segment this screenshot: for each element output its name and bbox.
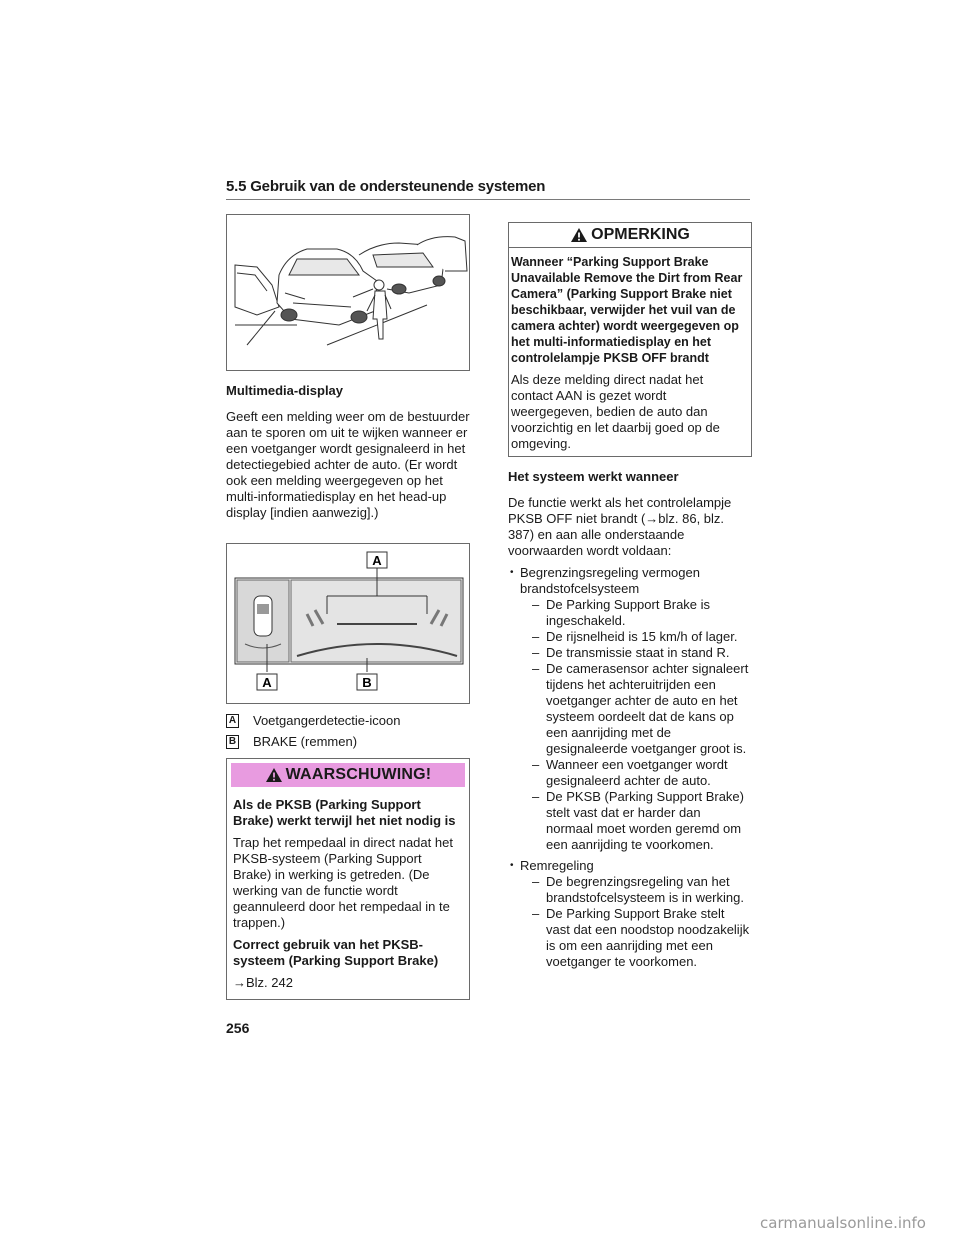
list-item: – De Parking Support Brake stelt vast dat een noodstop noodzakelijk is om een aanrijding met een voetganger te voorkomen. [532, 906, 750, 970]
list-item: – De transmissie staat in stand R. [532, 645, 750, 661]
list-item [508, 858, 750, 970]
figure-legend [226, 713, 470, 749]
illustration-parking-scene [226, 214, 470, 371]
list-item: – De camerasensor achter signaleert tijdens het achteruitrijden een voetganger achter de auto en het systeem oordeelt dat de kans op een aanrijding met de gesignaleerde voetganger groot is. [532, 661, 750, 757]
condition-label: Remregeling [520, 858, 594, 873]
sub-list [520, 874, 750, 970]
label-b: B [362, 675, 372, 690]
note-body [509, 248, 751, 456]
legend-key-a: A [226, 714, 239, 728]
illustration-multimedia-display [226, 543, 470, 704]
list-item: – De begrenzingsregeling van het brandstofcelsysteem is in werking. [532, 874, 750, 906]
multimedia-display-drawing [227, 544, 469, 703]
right-column [508, 222, 750, 975]
condition-label: Begrenzingsregeling vermogen brandstofcelsysteem [520, 565, 700, 596]
note-heading-text: OPMERKING [591, 226, 690, 243]
note-box [508, 222, 752, 457]
multimedia-title: Multimedia-display [226, 383, 344, 398]
legend-item [226, 734, 470, 749]
warning-heading-text: WAARSCHUWING! [285, 766, 432, 783]
legend-text-a: Voetgangerdetectie-icoon [253, 713, 401, 728]
condition-list [508, 565, 750, 970]
caution-icon [570, 227, 588, 243]
watermark: carmanualsonline.info [760, 1214, 926, 1232]
header-rule [226, 199, 750, 200]
note-text: Als deze melding direct nadat het contact AAN is gezet wordt weergegeven, bedien de auto dan voorzichtig en let daarbij goed op de omgeving. [511, 372, 720, 451]
sub-list [520, 597, 750, 853]
warning-box [226, 758, 470, 1000]
warning-title-1: Als de PKSB (Parking Support Brake) werkt terwijl het niet nodig is [233, 797, 456, 828]
system-title: Het systeem werkt wanneer [508, 469, 679, 484]
legend-text-b: BRAKE (remmen) [253, 734, 358, 749]
parking-scene-drawing [227, 215, 469, 370]
warning-title-2: Correct gebruik van het PKSB-systeem (Parking Support Brake) [233, 937, 439, 968]
warning-body [227, 791, 469, 999]
list-item: – De rijsnelheid is 15 km/h of lager. [532, 629, 750, 645]
left-column [226, 214, 470, 1000]
warning-reference: →Blz. 242 [233, 975, 293, 990]
warning-text-1: Trap het rempedaal in direct nadat het PKSB-systeem (Parking Support Brake) in werking is getreden. (De werking van de functie wordt geannuleerd door het rempedaal in te trappen.) [233, 835, 453, 930]
system-text: De functie werkt als het controlelampje PKSB OFF niet brandt (→blz. 86, blz. 387) en aan alle onderstaande voorwaarden wordt voldaan: [508, 495, 732, 558]
warning-icon [265, 767, 283, 783]
legend-item [226, 713, 470, 728]
list-item: – De PKSB (Parking Support Brake) stelt vast dat er harder dan normaal moet worden geremd om een aanrijding te voorkomen. [532, 789, 750, 853]
label-a-bottom: A [262, 675, 272, 690]
page-number: 256 [226, 1020, 250, 1036]
warning-heading [231, 763, 465, 787]
list-item: – Wanneer een voetganger wordt gesignaleerd achter de auto. [532, 757, 750, 789]
list-item [508, 565, 750, 853]
note-heading [509, 223, 751, 248]
multimedia-text: Geeft een melding weer om de bestuurder aan te sporen om uit te wijken wanneer er een voetganger wordt gesignaleerd in het detectiegebied achter de auto. (Er wordt ook een melding weergegeven op het multi-informatiedisplay en het head-up display [indien aanwezig].) [226, 409, 470, 520]
legend-key-b: B [226, 735, 239, 749]
label-a-top: A [372, 553, 382, 568]
section-header: 5.5 Gebruik van de ondersteunende systemen [226, 178, 546, 195]
list-item: – De Parking Support Brake is ingeschakeld. [532, 597, 750, 629]
note-title: Wanneer “Parking Support Brake Unavailable Remove the Dirt from Rear Camera” (Parking Support Brake niet beschikbaar, verwijder het vuil van de camera achter) wordt weergegeven op het multi-informatiedisplay en het controlelampje PKSB OFF brandt [511, 255, 743, 365]
